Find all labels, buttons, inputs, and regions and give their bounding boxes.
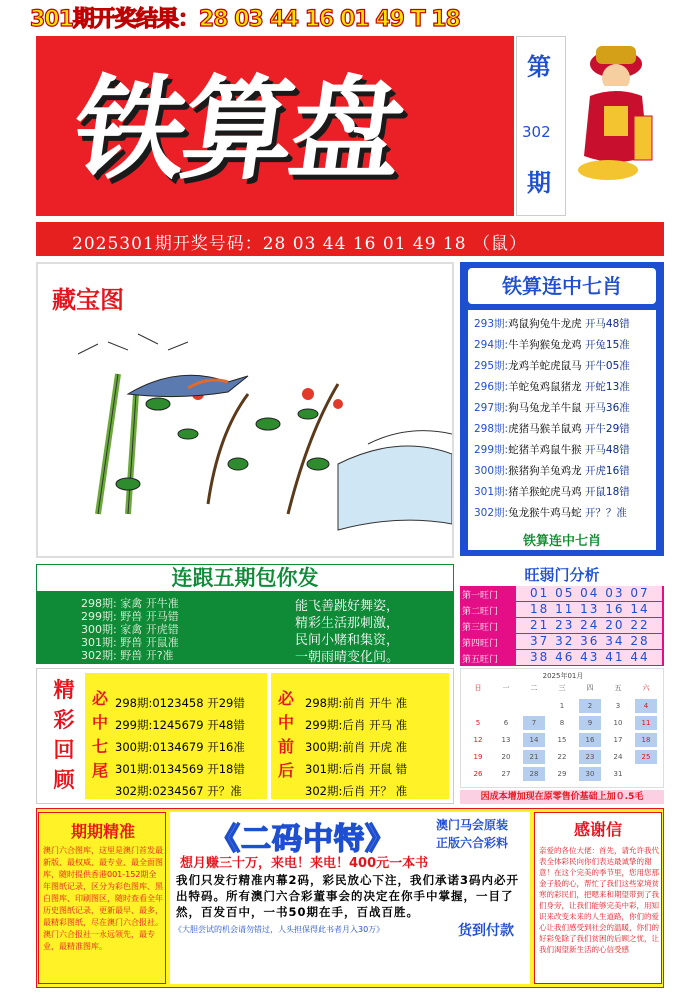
two-code-panel [170, 812, 530, 984]
two-code-subtitle-1: 澳门马会原装 [436, 818, 509, 832]
table-row: 301期:后肖 开鼠 错 [305, 762, 408, 776]
list-item: 301期: 野兽 开鼠准 [81, 636, 179, 649]
calendar-weekday: 六 [642, 684, 650, 692]
calendar-day[interactable]: 25 [635, 750, 657, 764]
seven-zodiac-header: 铁算连中七肖 [468, 268, 656, 304]
treasure-map-panel [36, 262, 454, 558]
result-bar-text: 2025301期开奖号码：28 03 44 16 01 49 18 （鼠） [72, 234, 527, 254]
fortune-god-image [568, 36, 663, 186]
two-code-subtitle-2: 正版六合彩料 [436, 836, 509, 850]
calendar-day[interactable]: 1 [559, 702, 565, 710]
calendar-weekday: 四 [586, 684, 594, 692]
list-item: 302期:兔龙猴牛鸡马蛇 开？？准 [474, 507, 627, 519]
table-row: 299期:1245679 开48错 [115, 718, 245, 732]
issue-qi-label: 期 [527, 169, 551, 197]
calendar-weekday: 三 [558, 684, 566, 692]
calendar-day[interactable]: 15 [557, 736, 567, 744]
calendar-day[interactable] [495, 699, 517, 713]
issue-di-label: 第 [527, 53, 551, 81]
calendar-day[interactable] [467, 699, 489, 713]
calendar-day[interactable]: 29 [557, 770, 567, 778]
seven-tail-label: 必 中 七 尾 [91, 689, 108, 780]
price-note: 因成本增加现在原零售价基础上加０.5毛 [460, 790, 664, 804]
follow-five-body [37, 591, 453, 663]
calendar-day[interactable] [523, 699, 545, 713]
table-row: 299期:后肖 开马 准 [305, 718, 408, 732]
poem-line: 能飞善跳好舞姿， [295, 599, 400, 614]
list-item: 301期:猪羊猴蛇虎马鸡 开鼠18错 [474, 486, 630, 498]
table-row: 第一旺门 01 05 04 03 07 [460, 586, 664, 602]
front-back-box [271, 673, 449, 799]
calendar-day[interactable]: 9 [579, 716, 601, 730]
calendar-weekday: 日 [474, 684, 482, 692]
result-bar [36, 222, 664, 256]
table-row: 第五旺门 38 46 43 41 44 [460, 650, 664, 666]
cash-on-delivery-label: 货到付款 [458, 923, 514, 939]
list-item: 293期:鸡鼠狗兔牛龙虎 开马48错 [474, 318, 630, 330]
masthead-banner [36, 36, 514, 216]
calendar-day[interactable]: 8 [559, 719, 565, 727]
table-row: 第二旺门 18 11 13 16 14 [460, 602, 664, 618]
calendar-day[interactable]: 7 [523, 716, 545, 730]
list-item: 300期: 家禽 开虎错 [81, 623, 179, 636]
calendar-day[interactable]: 21 [523, 750, 545, 764]
weak-gate-panel [460, 564, 664, 664]
list-item: 296期:羊蛇兔鸡鼠猪龙 开蛇13准 [474, 381, 630, 393]
seven-tail-box [85, 673, 267, 799]
review-side-label: 精 彩 回 顾 [53, 678, 75, 792]
calendar-day[interactable]: 16 [579, 733, 601, 747]
table-row: 302期:后肖 开？ 准 [305, 784, 408, 798]
two-code-slogan: 想月赚三十万，来电！来电！400元一本书 [180, 856, 429, 871]
calendar-day[interactable]: 22 [557, 753, 567, 761]
calendar-title: 2025年01月 [542, 672, 584, 680]
calendar-day[interactable]: 26 [473, 770, 483, 778]
latest-result-strip [0, 0, 700, 34]
table-row: 301期:0134569 开18错 [115, 762, 245, 776]
seven-zodiac-panel [460, 262, 664, 556]
calendar-day[interactable]: 6 [503, 719, 509, 727]
treasure-map-label: 藏宝图 [52, 286, 124, 314]
calendar-weekday: 二 [530, 684, 538, 692]
seven-zodiac-footer: 铁算连中七肖 [522, 534, 601, 549]
list-item: 300期:猴猪狗羊兔鸡龙 开虎16错 [474, 465, 630, 477]
calendar-day[interactable]: 30 [579, 767, 601, 781]
poem-line: 民间小赌和集资， [295, 633, 400, 648]
table-row: 第四旺门 37 32 36 34 28 [460, 634, 664, 650]
latest-result-text: 301期开奖结果：28 03 44 16 01 49 T 18 [30, 7, 460, 32]
calendar-day[interactable]: 12 [473, 736, 483, 744]
calendar-weekday: 一 [502, 684, 510, 692]
calendar-day[interactable]: 3 [615, 702, 621, 710]
calendar-weekday: 五 [614, 684, 622, 692]
precise-text: 澳门六合图库，这里是澳门首发最新版、最权威、最专业、最全面图库，随时提供香港001-152期全年图纸记录，区分为彩色图库、黑白图库、印刷图区，随时查看全年历史图纸记录，更新最早、最多，最精彩图纸，尽在澳门六合报社。澳门六合报社一永远领先，最专业，最精准图库。 [43, 846, 163, 951]
two-code-footnote: 《大胆尝试的机会请勿错过，人头担保得此书者月入30万》 [174, 925, 385, 934]
list-item: 299期: 野兽 开马错 [81, 610, 179, 623]
calendar-day[interactable]: 27 [501, 770, 511, 778]
issue-box [516, 36, 566, 216]
calendar-day[interactable]: 31 [613, 770, 623, 778]
calendar-day[interactable]: 4 [635, 699, 657, 713]
calendar-day[interactable]: 24 [613, 753, 623, 761]
thanks-text: 亲爱的各位大佬：首先，请允许我代表全体彩民向你们表达最诚挚的谢意！在这个完美的季节里，您用您那金子般的心，帮忙了我们这些家境贫寒的彩民们，把嗯来和期望带到了我们身旁，让我们能够完美中彩，用知识来改变未来的人生道路，你们的爱心让我们感受到社会的温暖，你们的好彩免除了我们贫困的后顾之忧，让我们渴望新生活的心信受感 [539, 846, 659, 954]
precise-header: 期期精准 [70, 822, 135, 841]
list-item: 295期:龙鸡羊蛇虎鼠马 开牛05准 [474, 360, 630, 372]
issue-number: 302 [522, 123, 551, 141]
calendar-day[interactable]: 10 [613, 719, 623, 727]
calendar-day[interactable]: 20 [501, 753, 511, 761]
table-row: 第三旺门 21 23 24 20 22 [460, 618, 664, 634]
precise-panel [38, 812, 166, 984]
list-item: 302期: 野兽 开?准 [81, 649, 174, 662]
two-code-paragraph: 我们只发行精准内幕2码，彩民放心下注，我们承诺3码内必开出特码。所有澳门六合彩董事会的决定在你手中掌握，一目了然，百发百中，一书50期在手，百战百胜。 [176, 873, 520, 919]
table-row: 302期:0234567 开？准 [115, 784, 242, 798]
calendar-day[interactable]: 18 [635, 733, 657, 747]
list-item: 298期:虎猪马猴羊鼠鸡 开牛29错 [474, 423, 630, 435]
thanks-letter-panel [534, 812, 662, 984]
list-item: 298期: 家禽 开牛准 [81, 597, 179, 610]
treasure-map-illustration [38, 264, 452, 556]
front-back-label: 必 中 前 后 [277, 689, 294, 780]
follow-five-panel [36, 564, 454, 664]
poem-line: 精彩生活那刺激， [295, 616, 400, 631]
poem-line: 一朝雨晴变化间。 [295, 650, 400, 665]
list-item: 299期:蛇猪羊鸡鼠牛猴 开马48错 [474, 444, 630, 456]
two-code-title: 《二码中特》 [210, 822, 396, 857]
calendar-day[interactable]: 17 [613, 736, 623, 744]
calendar-widget [460, 668, 664, 788]
calendar-day[interactable]: 19 [473, 753, 483, 761]
calendar-day[interactable]: 5 [475, 719, 481, 727]
masthead-title: 铁算盘 [65, 65, 408, 195]
calendar-day[interactable]: 2 [579, 699, 601, 713]
table-row: 300期:0134679 开16准 [115, 740, 245, 754]
list-item: 297期:狗马兔龙羊牛鼠 开马36准 [474, 402, 630, 414]
calendar-day[interactable]: 11 [635, 716, 657, 730]
calendar-day[interactable]: 13 [501, 736, 511, 744]
calendar-day[interactable]: 28 [523, 767, 545, 781]
list-item: 294期:牛羊狗猴兔龙鸡 开兔15准 [474, 339, 630, 351]
thanks-header: 感谢信 [573, 820, 622, 839]
calendar-day[interactable]: 23 [579, 750, 601, 764]
seven-zodiac-list [468, 310, 656, 550]
table-row: 298期:前肖 开牛 准 [305, 696, 408, 710]
follow-five-header: 连跟五期包你发 [37, 565, 453, 591]
weak-gate-header: 旺弱门分析 [524, 566, 600, 584]
review-panel [36, 668, 454, 804]
calendar-day[interactable]: 14 [523, 733, 545, 747]
table-row: 300期:前肖 开虎 准 [305, 740, 408, 754]
table-row: 298期:0123458 开29错 [115, 696, 245, 710]
